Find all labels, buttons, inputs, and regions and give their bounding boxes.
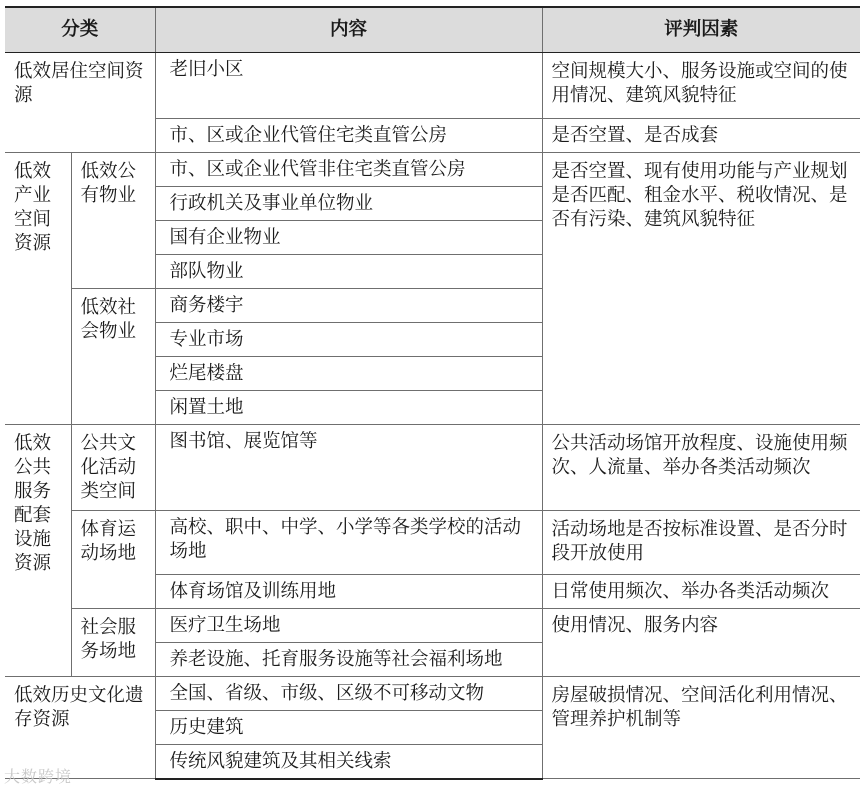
factors-cell: 是否空置、现有使用功能与产业规划是否匹配、租金水平、税收情况、是否有污染、建筑风貌特征 xyxy=(542,153,860,425)
factors-cell: 空间规模大小、服务设施或空间的使用情况、建筑风貌特征 xyxy=(542,53,860,119)
category-heritage: 低效历史文化遗存资源 xyxy=(5,677,155,779)
table-row xyxy=(5,425,860,511)
content-cell: 全国、省级、市级、区级不可移动文物 xyxy=(155,677,542,711)
factors-cell: 日常使用频次、举办各类活动频次 xyxy=(542,575,860,609)
subcategory-social-property: 低效社会物业 xyxy=(71,289,155,425)
content-cell: 传统风貌建筑及其相关线索 xyxy=(155,745,542,779)
content-cell: 老旧小区 xyxy=(155,53,542,119)
content-cell: 商务楼宇 xyxy=(155,289,542,323)
table-row xyxy=(5,677,860,711)
header-factors: 评判因素 xyxy=(542,7,860,53)
subcategory-social-service: 社会服务场地 xyxy=(71,609,155,677)
header-category: 分类 xyxy=(5,7,155,53)
category-residential: 低效居住空间资源 xyxy=(5,53,155,153)
content-cell: 市、区或企业代管非住宅类直管公房 xyxy=(155,153,542,187)
content-cell: 部队物业 xyxy=(155,255,542,289)
content-cell: 医疗卫生场地 xyxy=(155,609,542,643)
classification-table xyxy=(5,6,860,780)
category-public-service: 低效公共服务配套设施资源 xyxy=(5,425,71,677)
content-cell: 体育场馆及训练用地 xyxy=(155,575,542,609)
content-cell: 市、区或企业代管住宅类直管公房 xyxy=(155,119,542,153)
category-industrial: 低效产业空间资源 xyxy=(5,153,71,425)
content-cell: 养老设施、托育服务设施等社会福利场地 xyxy=(155,643,542,677)
factors-cell: 活动场地是否按标准设置、是否分时段开放使用 xyxy=(542,511,860,575)
factors-cell: 使用情况、服务内容 xyxy=(542,609,860,677)
content-cell: 专业市场 xyxy=(155,323,542,357)
table-row xyxy=(5,609,860,643)
content-cell: 闲置土地 xyxy=(155,391,542,425)
subcategory-culture-space: 公共文化活动类空间 xyxy=(71,425,155,511)
factors-cell: 是否空置、是否成套 xyxy=(542,119,860,153)
factors-cell: 公共活动场馆开放程度、设施使用频次、人流量、举办各类活动频次 xyxy=(542,425,860,511)
content-cell: 行政机关及事业单位物业 xyxy=(155,187,542,221)
subcategory-sports-venue: 体育运动场地 xyxy=(71,511,155,609)
table-row xyxy=(5,511,860,575)
content-cell: 烂尾楼盘 xyxy=(155,357,542,391)
content-cell: 国有企业物业 xyxy=(155,221,542,255)
content-cell: 图书馆、展览馆等 xyxy=(155,425,542,511)
table-header-row xyxy=(5,7,860,53)
content-cell: 历史建筑 xyxy=(155,711,542,745)
header-content: 内容 xyxy=(155,7,542,53)
table-row xyxy=(5,53,860,119)
content-cell: 高校、职中、中学、小学等各类学校的活动场地 xyxy=(155,511,542,575)
factors-cell: 房屋破损情况、空间活化利用情况、管理养护机制等 xyxy=(542,677,860,779)
subcategory-public-property: 低效公有物业 xyxy=(71,153,155,289)
table-row xyxy=(5,153,860,187)
watermark: 大数跨境 xyxy=(4,767,73,786)
